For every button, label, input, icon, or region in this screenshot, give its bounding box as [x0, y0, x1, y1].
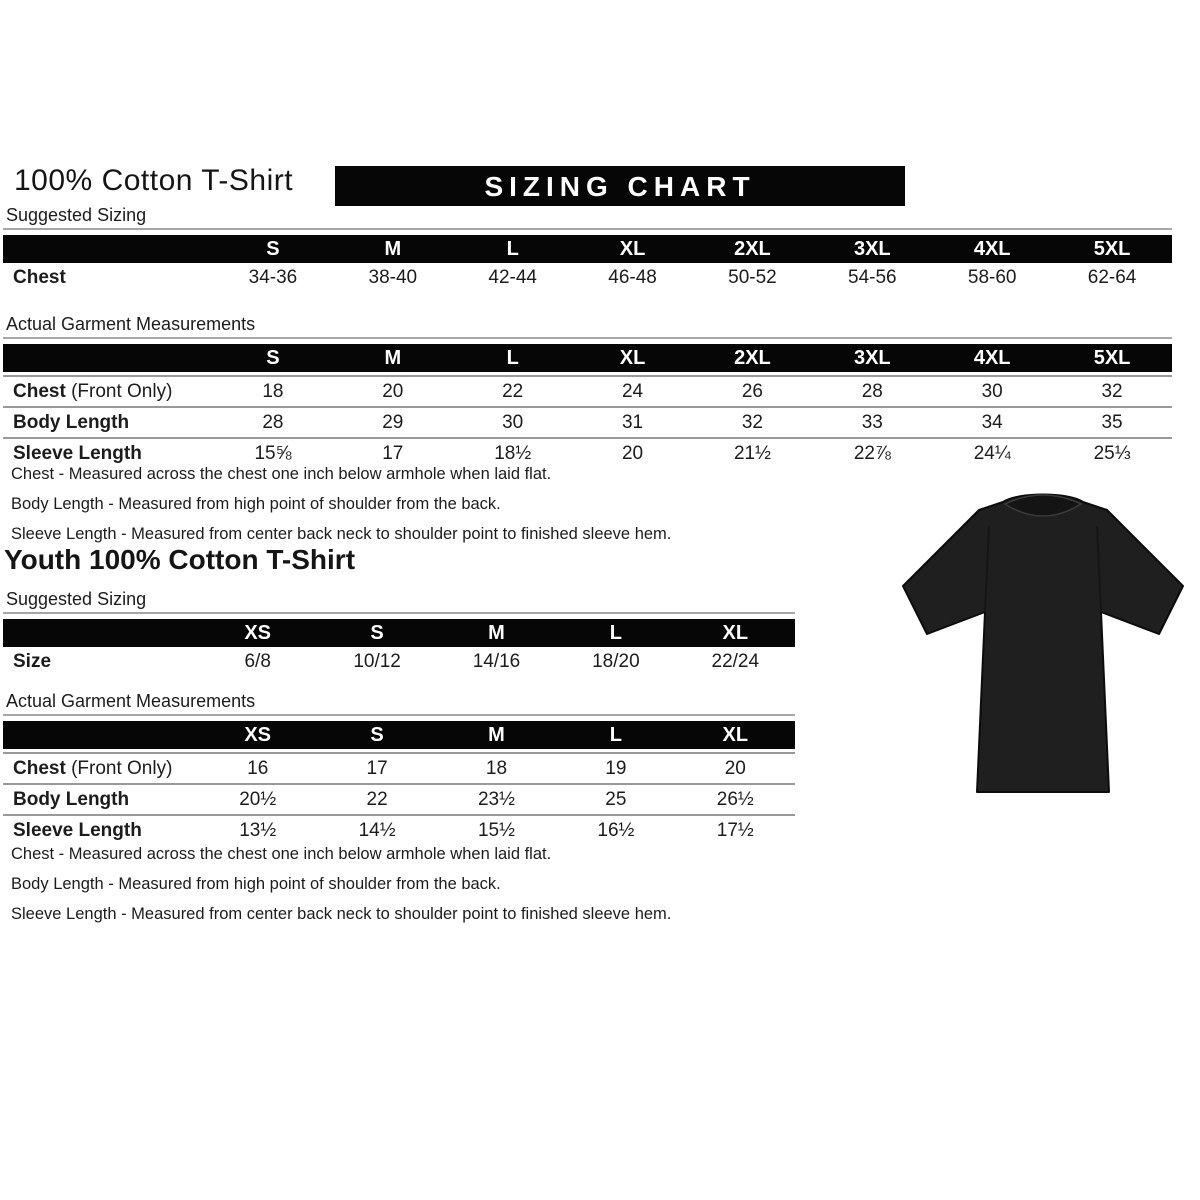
size-header-row: [3, 619, 795, 647]
size-column-header: 3XL: [812, 344, 932, 375]
measurement-row: [3, 752, 795, 783]
note-chest: Chest - Measured across the chest one inch below armhole when laid flat.: [11, 845, 552, 863]
tshirt-image: [893, 486, 1193, 806]
measurement-cell: 22⅞: [812, 437, 932, 468]
measurement-cell: 14½: [317, 814, 436, 845]
measurement-cell: 26: [693, 375, 813, 406]
adult-actual-measurements-label: Actual Garment Measurements: [3, 314, 1172, 339]
youth-actual-measurements-table: [3, 721, 795, 845]
size-column-header: XL: [676, 619, 795, 647]
size-header-row: [3, 235, 1172, 263]
youth-actual-measurements-table-grid: [3, 721, 795, 845]
measurement-row-label: Chest (Front Only): [3, 752, 198, 783]
youth-suggested-sizing-table-grid: [3, 619, 795, 676]
measurement-cell: 33: [812, 406, 932, 437]
size-column-header: L: [453, 344, 573, 375]
measurement-row-label: Body Length: [3, 783, 198, 814]
size-header-row: [3, 344, 1172, 375]
measurement-cell: 13½: [198, 814, 317, 845]
measurement-cell: 32: [693, 406, 813, 437]
measurement-cell: 31: [573, 406, 693, 437]
note-sleeve-length: Sleeve Length - Measured from center back neck to shoulder point to finished sleeve hem.: [11, 525, 672, 543]
size-column-header: S: [317, 721, 436, 752]
measurement-cell: 21½: [693, 437, 813, 468]
adult-actual-measurements-table: [3, 344, 1172, 468]
measurement-cell: 58-60: [967, 266, 1017, 288]
youth-measurement-notes: [11, 839, 671, 929]
size-header-spacer: [3, 344, 213, 375]
measurement-cell: 20: [676, 752, 795, 783]
measurement-cell: 24: [573, 375, 693, 406]
adult-suggested-sizing-table: [3, 235, 1172, 292]
measurement-cell: 24¼: [932, 437, 1052, 468]
measurement-cell: 20½: [198, 783, 317, 814]
measurement-row-label-suffix: (Front Only): [65, 380, 173, 402]
sizing-chart-banner-text: SIZING CHART: [484, 171, 756, 202]
measurement-row-label: Sleeve Length: [3, 814, 198, 845]
size-column-header: S: [317, 619, 436, 647]
measurement-cell: 20: [573, 437, 693, 468]
youth-actual-measurements-label: Actual Garment Measurements: [3, 691, 795, 716]
adult-suggested-sizing-table-grid: [3, 235, 1172, 292]
size-column-header: S: [213, 235, 333, 263]
measurement-cell: 28: [812, 375, 932, 406]
size-column-header: XS: [198, 721, 317, 752]
youth-section-title: Youth 100% Cotton T-Shirt: [4, 544, 356, 575]
measurement-cell: 32: [1052, 375, 1172, 406]
youth-suggested-sizing-table: [3, 619, 795, 676]
measurement-cell: 20: [333, 375, 453, 406]
measurement-cell: 17: [333, 437, 453, 468]
measurement-cell: 18/20: [592, 650, 640, 672]
measurement-cell: 22/24: [711, 650, 760, 672]
measurement-cell: 62-64: [1087, 266, 1137, 288]
black-tshirt-graphic: [893, 486, 1193, 806]
measurement-cell: 26½: [676, 783, 795, 814]
size-header-row: [3, 721, 795, 752]
measurement-cell: 18: [437, 752, 556, 783]
measurement-row: [3, 783, 795, 814]
measurement-cell: 6/8: [244, 650, 271, 672]
measurement-cell: 19: [556, 752, 675, 783]
measurement-row: [3, 263, 1172, 292]
measurement-cell: 38-40: [368, 266, 418, 288]
measurement-cell: 35: [1052, 406, 1172, 437]
measurement-row-label: Sleeve Length: [3, 437, 213, 468]
measurement-cell: 25: [556, 783, 675, 814]
tshirt-body-shape: [903, 495, 1183, 793]
measurement-cell: 34: [932, 406, 1052, 437]
measurement-cell: 15½: [437, 814, 556, 845]
size-column-header: 4XL: [932, 235, 1052, 263]
measurement-cell: 17½: [676, 814, 795, 845]
measurement-cell: 22: [317, 783, 436, 814]
measurement-row: [3, 647, 795, 676]
size-column-header: M: [437, 721, 556, 752]
measurement-cell: 22: [453, 375, 573, 406]
note-body-length: Body Length - Measured from high point of shoulder from the back.: [11, 495, 501, 513]
size-column-header: 2XL: [693, 235, 813, 263]
measurement-cell: 28: [213, 406, 333, 437]
size-column-header: L: [556, 721, 675, 752]
measurement-row-label: Chest: [13, 266, 66, 288]
size-column-header: 2XL: [693, 344, 813, 375]
size-column-header: 5XL: [1052, 344, 1172, 375]
measurement-cell: 30: [453, 406, 573, 437]
measurement-cell: 54-56: [848, 266, 897, 288]
sizing-chart-banner: [335, 166, 905, 206]
adult-suggested-sizing-section: [3, 205, 1172, 292]
size-column-header: XS: [198, 619, 317, 647]
measurement-row-label-suffix: (Front Only): [65, 757, 173, 779]
size-column-header: XL: [573, 344, 693, 375]
youth-suggested-sizing-section: [3, 589, 795, 676]
size-column-header: M: [333, 235, 453, 263]
measurement-cell: 15⅝: [213, 437, 333, 468]
size-column-header: M: [333, 344, 453, 375]
size-column-header: 4XL: [932, 344, 1052, 375]
measurement-row: [3, 375, 1172, 406]
page-title: 100% Cotton T-Shirt: [14, 164, 294, 197]
measurement-cell: 14/16: [472, 650, 521, 672]
size-column-header: XL: [676, 721, 795, 752]
youth-suggested-sizing-label: Suggested Sizing: [3, 589, 795, 614]
measurement-cell: 29: [333, 406, 453, 437]
size-column-header: L: [556, 619, 675, 647]
youth-actual-measurements-section: [3, 691, 795, 845]
measurement-row-label: Chest (Front Only): [3, 375, 213, 406]
measurement-cell: 23½: [437, 783, 556, 814]
size-header-spacer: [3, 235, 213, 263]
note-sleeve-length: Sleeve Length - Measured from center back neck to shoulder point to finished sleeve hem.: [11, 905, 672, 923]
measurement-row: [3, 406, 1172, 437]
measurement-cell: 25⅓: [1052, 437, 1172, 468]
measurement-cell: 34-36: [248, 266, 298, 288]
size-header-spacer: [3, 721, 198, 752]
measurement-cell: 30: [932, 375, 1052, 406]
size-column-header: XL: [573, 235, 693, 263]
note-body-length: Body Length - Measured from high point of shoulder from the back.: [11, 875, 501, 893]
size-column-header: S: [213, 344, 333, 375]
measurement-cell: 50-52: [728, 266, 777, 288]
measurement-cell: 16½: [556, 814, 675, 845]
adult-suggested-sizing-label: Suggested Sizing: [3, 205, 1172, 230]
measurement-row-label: Body Length: [3, 406, 213, 437]
measurement-cell: 18½: [453, 437, 573, 468]
adult-actual-measurements-section: [3, 314, 1172, 468]
measurement-row-label: Size: [13, 650, 52, 672]
measurement-cell: 16: [198, 752, 317, 783]
size-header-spacer: [3, 619, 198, 647]
measurement-cell: 18: [213, 375, 333, 406]
size-column-header: L: [453, 235, 573, 263]
adult-measurement-notes: [11, 459, 671, 549]
note-chest: Chest - Measured across the chest one inch below armhole when laid flat.: [11, 465, 552, 483]
size-column-header: M: [437, 619, 556, 647]
measurement-cell: 42-44: [488, 266, 537, 288]
size-column-header: 5XL: [1052, 235, 1172, 263]
adult-actual-measurements-table-grid: [3, 344, 1172, 468]
measurement-cell: 17: [317, 752, 436, 783]
measurement-cell: 10/12: [353, 650, 401, 672]
size-column-header: 3XL: [812, 235, 932, 263]
measurement-cell: 46-48: [608, 266, 657, 288]
